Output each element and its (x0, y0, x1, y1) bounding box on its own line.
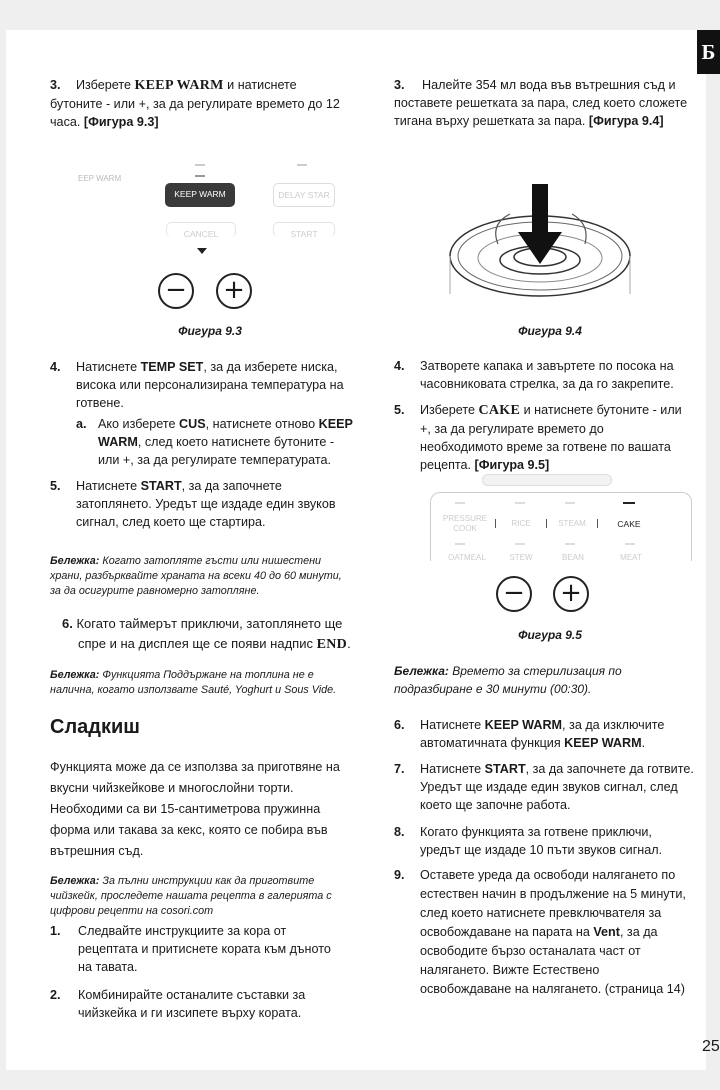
indicator-dash (195, 164, 205, 166)
note-reheat: Бележка: Когато затопляте гъсти или нишестени храни, разбърквайте храната на всеки 40 до 60 минути, за да осигурите равномерно затопляне. (50, 555, 342, 597)
indicator-dash (515, 502, 525, 504)
right-step-4: 4. Затворете капака и завъртете по посока на часовниковата стрелка, за да го закрепите. (394, 359, 674, 391)
cancel-button[interactable]: CANCEL (166, 222, 236, 237)
indicator-dash (625, 543, 635, 545)
plus-button[interactable]: + (553, 576, 589, 612)
figure-9-4-caption: Фигура 9.4 (518, 324, 582, 338)
pointer-arrow-icon (197, 248, 207, 254)
note-sterilization: Бележка: Времето за стерилизация по подразбиране е 30 минути (00:30). (394, 664, 622, 696)
language-tab: Б (697, 30, 720, 74)
left-step-4: 4. Натиснете TEMP SET, за да изберете ниска, висока или персонализирана температура на готвене. (50, 360, 344, 410)
bean-button[interactable]: BEAN (562, 553, 584, 561)
stew-button[interactable]: STEW (509, 553, 533, 561)
oatmeal-button[interactable]: OATMEAL (448, 553, 486, 561)
delay-start-button[interactable]: DELAY STAR (273, 183, 335, 207)
right-step-7: 7. Натиснете START, за да започнете да готвите. Уредът ще издаде един звуков сигнал, след което ще започне работа. (394, 762, 694, 812)
intro-paragraph: Функцията може да се използва за приготвяне на вкусни чийзкейкове и многослойни торти. Необходими са ви 15-сантиметрова пружинна форма или такава за кекс, която се побира във вътрешния съд. (50, 760, 340, 858)
right-step-5: 5. Изберете CAKE и натиснете бутоните - или +, за да регулирате времето до необходимото време за готвене по вашата рецепта. [Фигура 9.5] (394, 403, 682, 472)
indicator-dash (565, 543, 575, 545)
left-step-4a: a. Ако изберете CUS, натиснете отново KEEP WARM, след което натиснете бутоните - или +, за да регулирате температурата. (76, 417, 353, 467)
meat-button[interactable]: MEAT (620, 553, 642, 561)
indicator-dash (565, 502, 575, 504)
display-strip (482, 474, 612, 486)
steam-button[interactable]: STEAM (547, 519, 598, 528)
pressure-cooker-illustration (440, 184, 640, 314)
minus-button[interactable]: − (496, 576, 532, 612)
note-cheesecake: Бележка: За пълни инструкции как да приготвите чийзкейк, проследете нашата рецепта в галерията с цифрови рецепти на cosori.com (50, 875, 332, 917)
cake-step-1: 1. Следвайте инструкциите за кора от рецептата и притиснете кората към дъното на тавата. (50, 924, 331, 974)
cake-button[interactable]: CAKE (617, 519, 641, 529)
page-number: 25 (702, 1038, 720, 1055)
left-step-3: 3. Изберете KEEP WARM и натиснете бутоните - или +, за да регулирате времето до 12 часа. [Фигура 9.3] (50, 78, 340, 129)
keep-warm-button[interactable]: KEEP WARM (165, 183, 235, 207)
minus-button[interactable]: − (158, 273, 194, 309)
indicator-dash (455, 543, 465, 545)
figure-9-5-caption: Фигура 9.5 (518, 628, 582, 642)
indicator-dash (297, 164, 307, 166)
indicator-dash (455, 502, 465, 504)
arrow-shaft (532, 184, 548, 236)
indicator-dash (623, 502, 635, 504)
figure-9-3 (70, 150, 360, 310)
left-step-6: 6. Когато таймерът приключи, затоплянето ще спре и на дисплея ще се появи надпис END. (62, 616, 351, 652)
left-step-5: 5. Натиснете START, за да започнете затоплянето. Уредът ще издаде един звуков сигнал, след което ще стартира. (50, 479, 336, 529)
indicator-dash (195, 175, 205, 177)
right-step-6: 6. Натиснете KEEP WARM, за да изключите автоматичната функция KEEP WARM. (394, 718, 665, 750)
right-step-3: 3. Налейте 354 мл вода във вътрешния съд и поставете решетката за пара, след което сложете тигана върху решетката за пара. [Фигура 9.4] (394, 78, 688, 128)
plus-button[interactable]: + (216, 273, 252, 309)
note-keep-warm: Бележка: Функцията Поддържане на топлина не е налична, когато използвате Sauté, Yoghurt и Sous Vide. (50, 669, 337, 696)
figure-9-3-caption: Фигура 9.3 (178, 324, 242, 338)
pressure-cook-button[interactable]: PRESSURE COOK (442, 514, 487, 533)
control-panel (430, 492, 692, 561)
start-button[interactable]: START (273, 222, 335, 237)
rice-button[interactable]: RICE (495, 519, 547, 528)
eep-warm-label: EEP WARM (78, 174, 122, 183)
right-step-8: 8. Когато функцията за готвене приключи, уредът ще издаде 10 пъти звуков сигнал. (394, 825, 663, 857)
section-heading: Сладкиш (50, 716, 140, 738)
cake-step-2: 2. Комбинирайте останалите съставки за чийзкейка и ги изсипете върху кората. (50, 988, 306, 1020)
indicator-dash (515, 543, 525, 545)
right-step-9: 9. Оставете уреда да освободи налягането по естествен начин в продължение на 5 минути, след което натиснете превключвателя за освобождаване на парата на Vent, за да освободите бързо останалата част от налягането. Вижте Естествено освобождаване на налягането. (страница 14) (394, 868, 686, 996)
